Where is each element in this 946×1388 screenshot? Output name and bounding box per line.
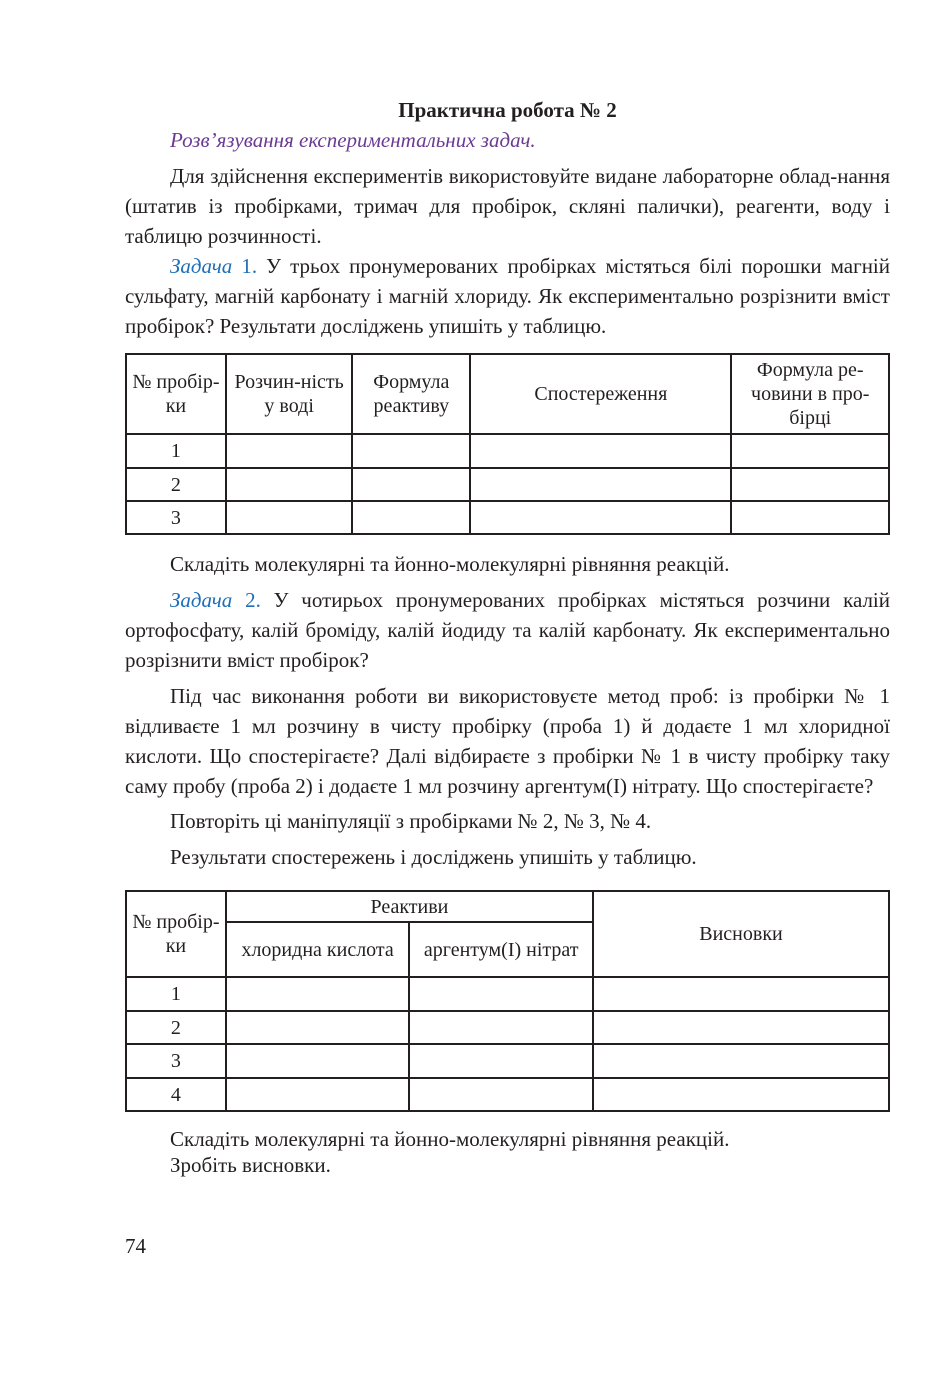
- table-cell[interactable]: [226, 434, 353, 468]
- task1-paragraph: [125, 251, 890, 341]
- table-cell[interactable]: [226, 977, 410, 1011]
- table-cell[interactable]: [593, 1078, 889, 1111]
- table-cell[interactable]: [731, 501, 889, 534]
- table1-header-reagent-formula: Формула реактиву: [352, 354, 470, 434]
- table-cell[interactable]: [352, 501, 470, 534]
- table-row: [126, 434, 889, 468]
- table-row: [126, 977, 889, 1011]
- row-number: 3: [126, 501, 226, 534]
- table1-header-solubility: Розчин-ність у воді: [226, 354, 353, 434]
- equations1-paragraph: Складіть молекулярні та йонно-молекулярні рівняння реакцій.: [170, 552, 730, 576]
- row-number: 4: [126, 1078, 226, 1111]
- table-cell[interactable]: [409, 1078, 593, 1111]
- page-number: 74: [125, 1234, 146, 1258]
- table2-header-silver-nitrate: аргентум(I) нітрат: [409, 922, 593, 977]
- table-row: [126, 1078, 889, 1111]
- table-cell[interactable]: [593, 1044, 889, 1078]
- table2-header-reagents: Реактиви: [226, 891, 593, 922]
- table-cell[interactable]: [226, 1011, 410, 1044]
- table-cell[interactable]: [226, 1044, 410, 1078]
- task1-text: У трьох пронумерованих пробірках містяться білі порошки магній сульфату, магній карбонату і магній хлориду. Як експериментально розрізнити вміст пробірок? Результати досліджень упишіть у таблицю.: [125, 254, 891, 338]
- table-cell[interactable]: [731, 468, 889, 501]
- table1: [125, 353, 890, 535]
- table-row: [126, 501, 889, 534]
- task2-text: У чотирьох пронумерованих пробірках містяться розчини калій ортофосфату, калій броміду, калій йодиду та калій карбонату. Як експериментально розрізнити вміст пробірок?: [125, 588, 891, 672]
- table1-header-observations: Спостереження: [470, 354, 731, 434]
- row-number: 3: [126, 1044, 226, 1078]
- table-cell[interactable]: [226, 1078, 410, 1111]
- table-cell[interactable]: [470, 468, 731, 501]
- table-cell[interactable]: [352, 468, 470, 501]
- table-cell[interactable]: [470, 501, 731, 534]
- row-number: 2: [126, 1011, 226, 1044]
- row-number: 2: [126, 468, 226, 501]
- intro-paragraph: Для здійснення експериментів використовуйте видане лабораторне облад-нання (штатив із пробірками, тримач для пробірок, скляні палички), реагенти, воду і таблицю розчинності.: [125, 164, 890, 248]
- task2-label: Задача: [170, 588, 233, 612]
- task2-number: 2.: [245, 588, 261, 612]
- row-number: 1: [126, 977, 226, 1011]
- table-cell[interactable]: [593, 1011, 889, 1044]
- table2-header-hydrochloric-acid: хлоридна кислота: [226, 922, 410, 977]
- table2-header-number: № пробір-ки: [126, 891, 226, 977]
- table2-header-conclusions: Висновки: [593, 891, 889, 977]
- table-row: [126, 1044, 889, 1078]
- table2: [125, 890, 890, 1112]
- table-cell[interactable]: [226, 468, 353, 501]
- conclude-paragraph: Зробіть висновки.: [170, 1153, 331, 1177]
- table-cell[interactable]: [731, 434, 889, 468]
- results-paragraph: Результати спостережень і досліджень упишіть у таблицю.: [170, 845, 697, 869]
- table1-header-substance-formula: Формула ре-човини в про-бірці: [731, 354, 889, 434]
- task2-paragraph: [125, 585, 890, 675]
- page-title: Практична робота № 2: [398, 98, 617, 122]
- table1-header-row: [126, 354, 889, 434]
- table2-header-row: [126, 891, 889, 922]
- table-cell[interactable]: [409, 1011, 593, 1044]
- repeat-paragraph: Повторіть ці маніпуляції з пробірками № 2, № 3, № 4.: [170, 809, 652, 833]
- equations2-paragraph: Складіть молекулярні та йонно-молекулярні рівняння реакцій.: [170, 1127, 730, 1151]
- task1-label: Задача: [170, 254, 233, 278]
- table-cell[interactable]: [352, 434, 470, 468]
- table-row: [126, 468, 889, 501]
- task1-number: 1.: [241, 254, 258, 278]
- table-cell[interactable]: [470, 434, 731, 468]
- method-paragraph: Під час виконання роботи ви використовуєте метод проб: із пробірки № 1 відливаєте 1 мл розчину в чисту пробірку (проба 1) й додаєте 1 мл хлоридної кислоти. Що спостерігаєте? Далі відбираєте з пробірки № 1 в чисту пробірку таку саму пробу (проба 2) і додаєте 1 мл розчину аргентум(I) нітрату. Що спостерігаєте?: [125, 684, 890, 798]
- table-cell[interactable]: [593, 977, 889, 1011]
- page-subtitle: Розв’язування експериментальних задач.: [170, 128, 536, 152]
- table-row: [126, 1011, 889, 1044]
- table-cell[interactable]: [409, 977, 593, 1011]
- row-number: 1: [126, 434, 226, 468]
- table-cell[interactable]: [409, 1044, 593, 1078]
- table-cell[interactable]: [226, 501, 353, 534]
- table1-header-number: № пробір-ки: [126, 354, 226, 434]
